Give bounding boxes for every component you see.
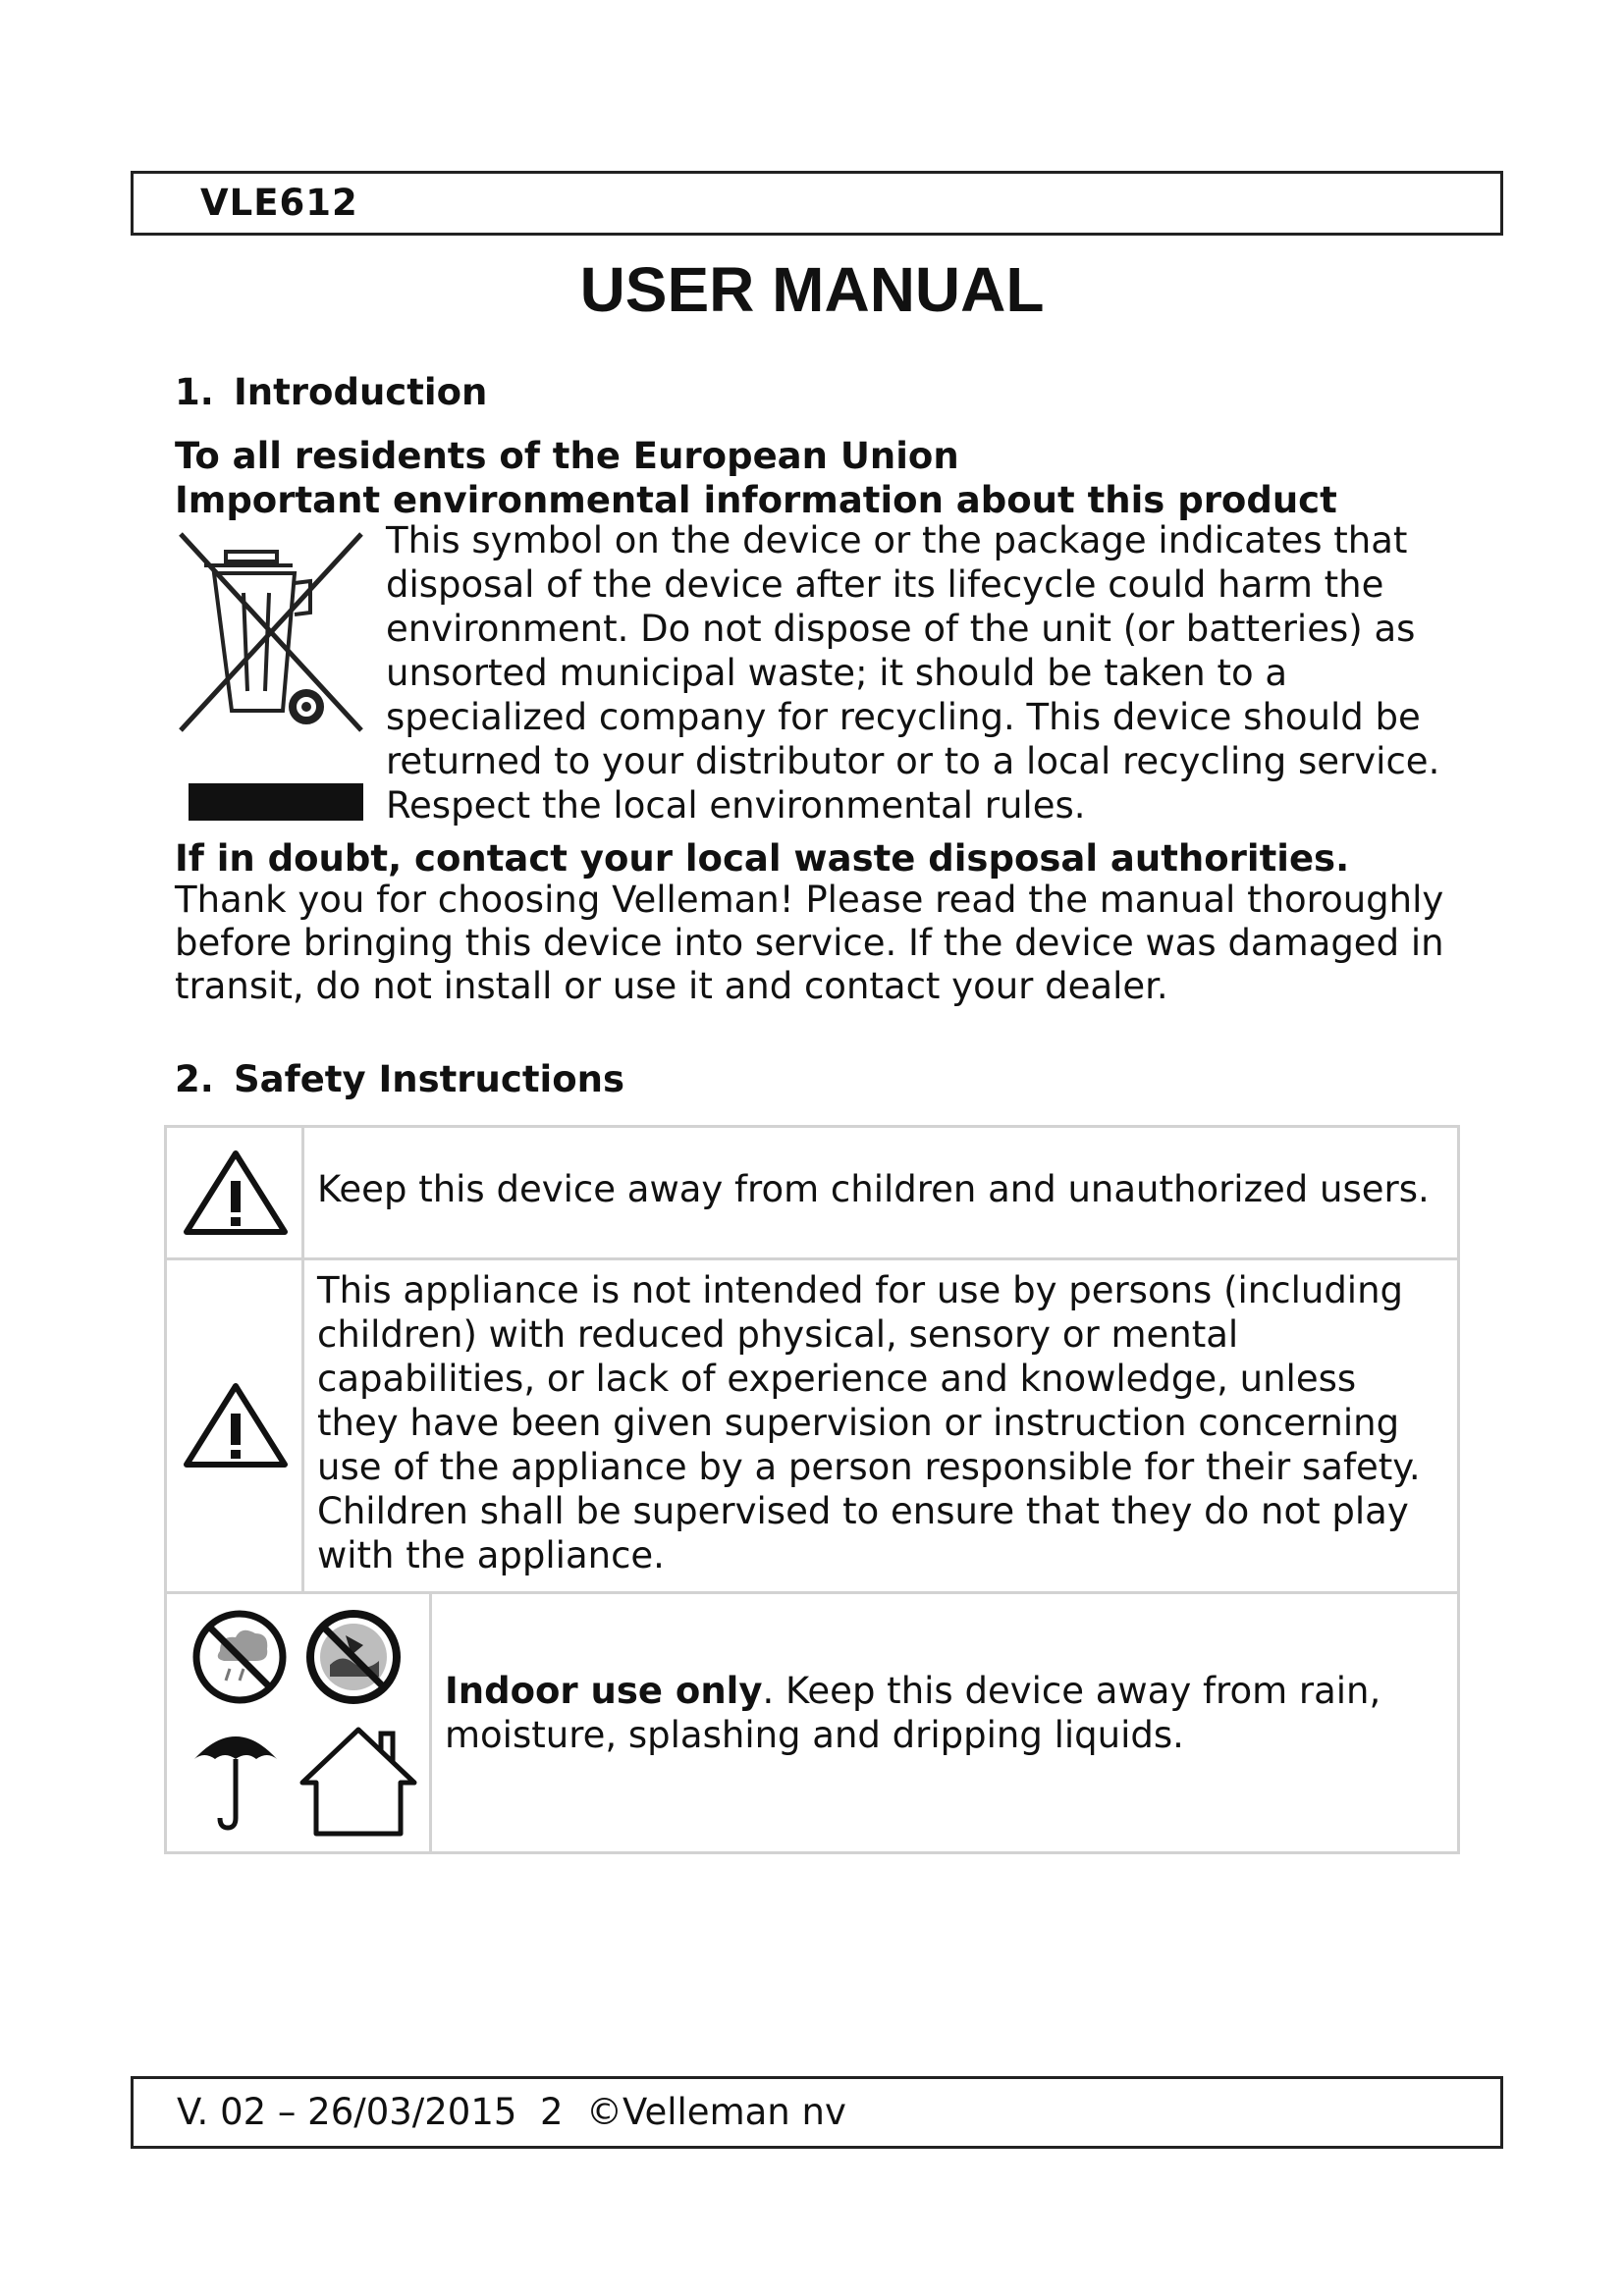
warning-icon [181, 1148, 291, 1238]
eu-residents-line: To all residents of the European Union [175, 435, 959, 477]
section-title: Safety Instructions [234, 1058, 624, 1100]
warning-icon [181, 1380, 291, 1470]
copyright: ©Velleman nv [586, 2091, 846, 2133]
icon-cell [167, 1128, 304, 1257]
no-splash-icon [302, 1606, 405, 1708]
footer-box [131, 2076, 1503, 2149]
indoor-use-label: Indoor use only [445, 1670, 763, 1712]
section-number: 1. [175, 371, 214, 413]
black-bar-icon [189, 783, 363, 821]
safety-text: Keep this device away from children and unauthorized users. [317, 1168, 1430, 1210]
indoor-use-text: . Keep this device away from rain, moisture, splashing and dripping liquids. [445, 1670, 1381, 1756]
safety-row-indoor [167, 1594, 1457, 1851]
footer-line [177, 2091, 846, 2133]
doubt-line: If in doubt, contact your local waste disposal authorities. [175, 837, 1350, 880]
no-rain-icon [190, 1608, 289, 1706]
safety-row-appliance [167, 1260, 1457, 1594]
header-box [131, 171, 1503, 236]
section-title: Introduction [234, 371, 488, 413]
safety-text [445, 1669, 1380, 1757]
page-title: USER MANUAL [579, 254, 1045, 325]
thanks-paragraph: Thank you for choosing Velleman! Please read the manual thoroughly before bringing this device into service. If the device was damaged in transit, do not install or use it and contact your dealer. [175, 879, 1444, 1007]
safety-table [164, 1125, 1460, 1854]
section-number: 2. [175, 1058, 214, 1100]
section-heading-safety [175, 1058, 624, 1100]
umbrella-icon [190, 1720, 281, 1834]
icon-cell [167, 1260, 304, 1591]
bin-wheel-icon [301, 702, 311, 712]
section-heading-introduction [175, 371, 487, 413]
page-number: 2 [539, 2091, 564, 2133]
weee-paragraph: This symbol on the device or the package indicates that disposal of the device after its lifecycle could harm the environment. Do not dispose of the unit (or batteries) as unsorted municipal waste; it should be taken to a specialized company for recycling. This device should be returned to your distributor or to a local recycling service. Respect the local environmental rules. [386, 519, 1440, 827]
house-icon [295, 1724, 422, 1838]
model-number: VLE612 [200, 182, 358, 224]
version-date: V. 02 – 26/03/2015 [177, 2091, 517, 2133]
safety-row-children [167, 1128, 1457, 1260]
icon-cell [167, 1594, 432, 1851]
environmental-info-line: Important environmental information about this product [175, 479, 1337, 521]
weee-crossed-bin-icon [175, 524, 371, 838]
safety-text: This appliance is not intended for use by persons (including children) with reduced physical, sensory or mental capabilities, or lack of experience and knowledge, unless they have been given supervision or instruction concerning use of the appliance by a person responsible for their safety. Children shall be supervised to ensure that they do not play with the appliance. [317, 1269, 1421, 1576]
